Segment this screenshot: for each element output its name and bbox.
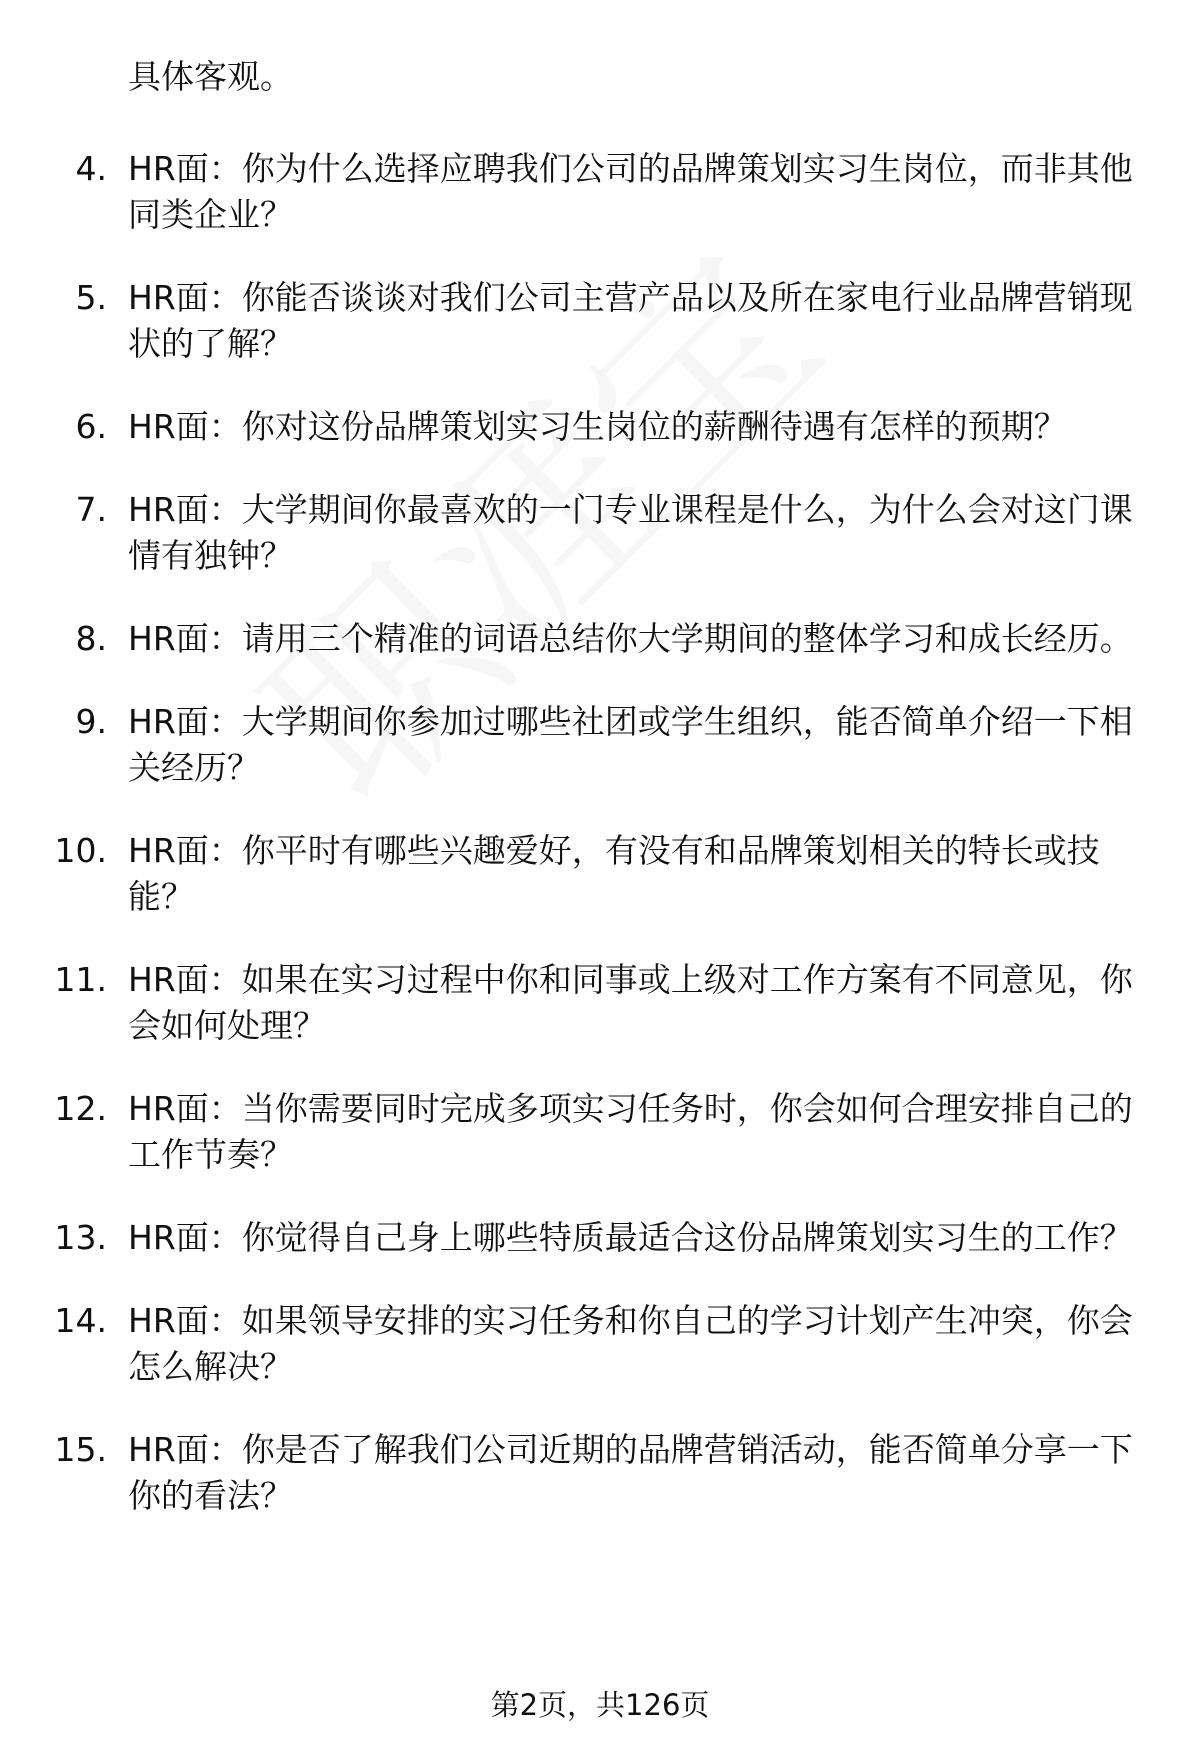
question-number: 7. [75,490,107,529]
list-item [0,957,1158,1049]
question-number: 11. [54,960,107,999]
list-item [0,1086,1158,1178]
question-text: HR面：你是否了解我们公司近期的品牌营销活动，能否简单分享一下你的看法？ [128,1430,1133,1515]
question-text: HR面：请用三个精准的词语总结你大学期间的整体学习和成长经历。 [128,619,1133,658]
list-item [0,616,1158,662]
question-number: 13. [54,1218,107,1257]
question-text: HR面：你觉得自己身上哪些特质最适合这份品牌策划实习生的工作？ [128,1218,1133,1257]
page-indicator: 第2页，共126页 [490,1688,710,1722]
question-number: 6. [75,407,107,446]
question-text: HR面：你能否谈谈对我们公司主营产品以及所在家电行业品牌营销现状的了解？ [128,278,1133,363]
question-number: 5. [75,278,107,317]
question-number: 15. [54,1430,107,1469]
list-item [0,487,1158,579]
question-text: HR面：你平时有哪些兴趣爱好，有没有和品牌策划相关的特长或技能？ [128,831,1100,916]
question-text: HR面：你对这份品牌策划实习生岗位的薪酬待遇有怎样的预期？ [128,407,1067,446]
list-item [0,1298,1158,1390]
question-number: 14. [54,1301,107,1340]
question-number: 8. [75,619,107,658]
question-text: HR面：如果在实习过程中你和同事或上级对工作方案有不同意见，你会如何处理？ [128,960,1133,1045]
list-item [0,404,1158,450]
question-number: 4. [75,149,107,188]
question-text: HR面：大学期间你参加过哪些社团或学生组织，能否简单介绍一下相关经历？ [128,702,1133,787]
question-number: 9. [75,702,107,741]
list-item [0,275,1158,367]
list-item [0,1427,1158,1519]
question-number: 12. [54,1089,107,1128]
question-text: HR面：当你需要同时完成多项实习任务时，你会如何合理安排自己的工作节奏？ [128,1089,1133,1174]
continuation-text: 具体客观。 [128,57,293,96]
question-text: HR面：你为什么选择应聘我们公司的品牌策划实习生岗位，而非其他同类企业？ [128,149,1133,234]
question-list [0,146,1200,1556]
list-item [0,146,1158,238]
list-item [0,1215,1158,1261]
list-item [0,699,1158,791]
list-item [0,828,1158,920]
question-number: 10. [54,831,107,870]
question-text: HR面：大学期间你最喜欢的一门专业课程是什么，为什么会对这门课情有独钟？ [128,490,1133,575]
question-text: HR面：如果领导安排的实习任务和你自己的学习计划产生冲突，你会怎么解决？ [128,1301,1133,1386]
